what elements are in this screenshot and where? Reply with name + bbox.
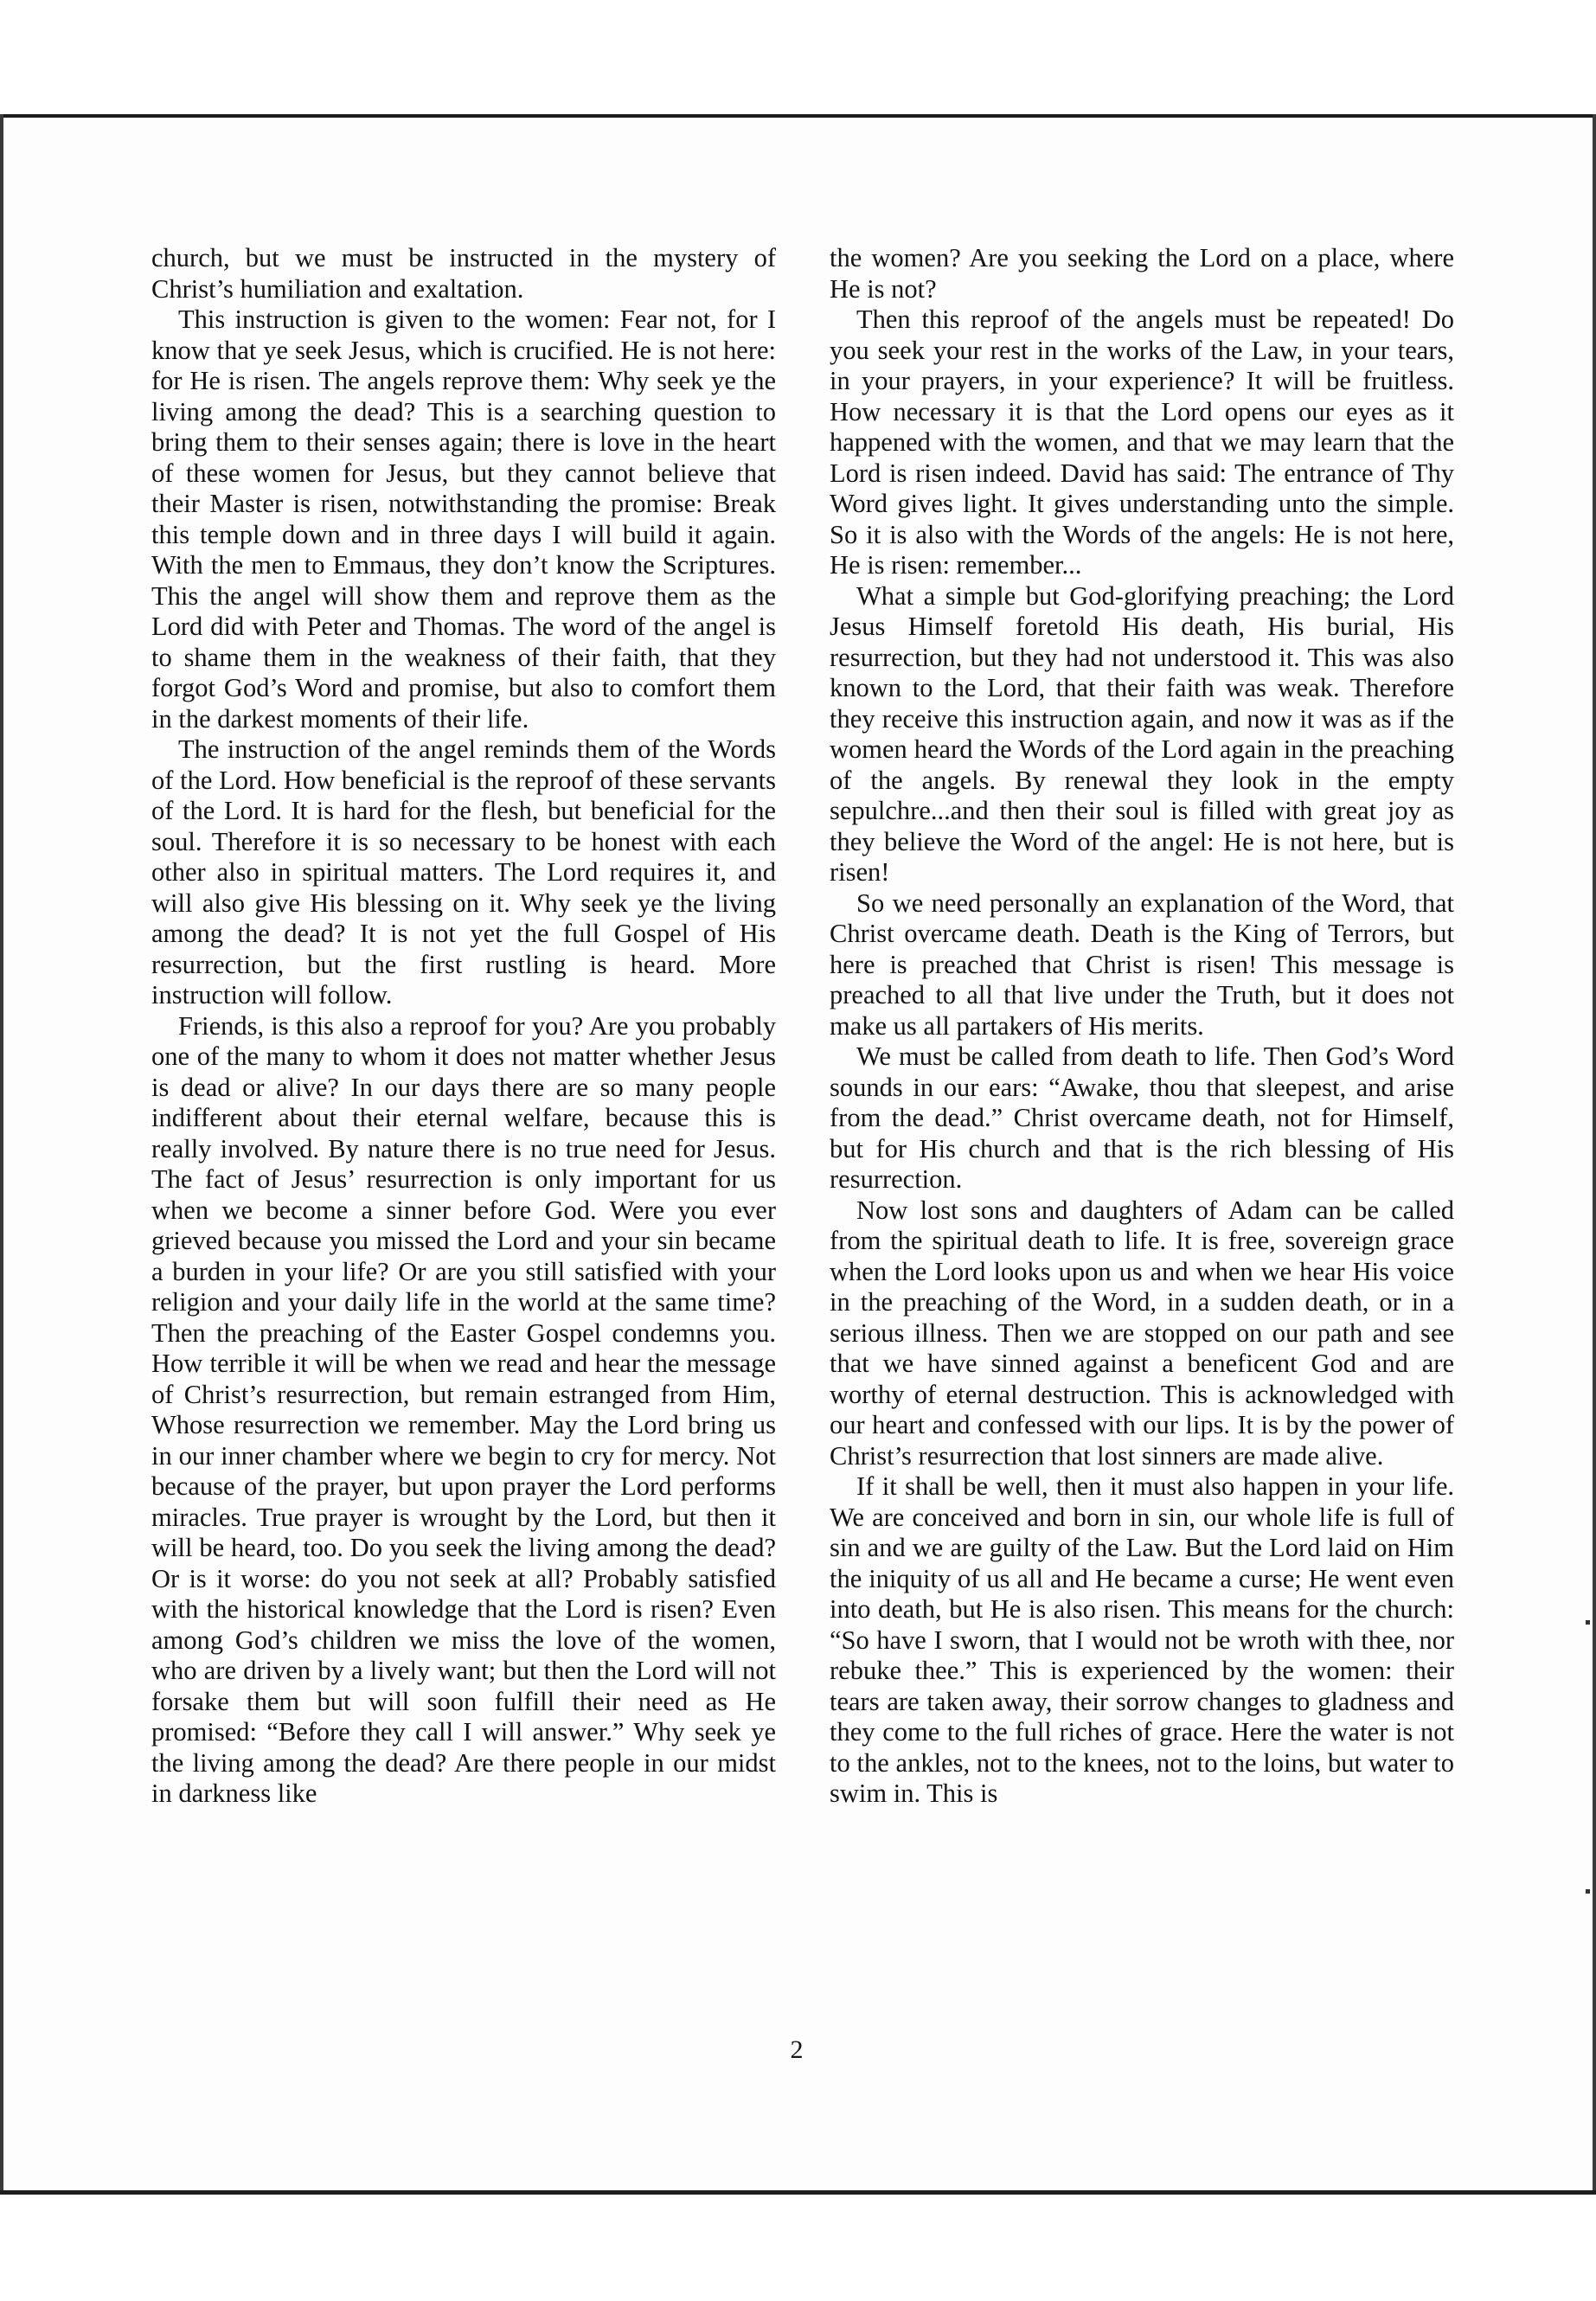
page-number: 2: [790, 2035, 804, 2064]
scan-edge-speck: [1586, 1620, 1590, 1625]
right-text-column: [830, 243, 1454, 1810]
paragraph-continued: the women? Are you seeking the Lord on a place, where He is not?: [830, 243, 1454, 304]
paragraph: What a simple but God-glorifying preaching; the Lord Jesus Himself foretold His death, His burial, His resurrection, but they had not understood it. This was also known to the Lord, that their faith was weak. Therefore they receive this instruction again, and now it was as if the women heard the Words of the Lord again in the preaching of the angels. By renewal they look in the empty sepulchre...and then their soul is filled with great joy as they believe the Word of the angel: He is not here, but is risen!: [830, 580, 1454, 887]
paragraph: So we need personally an explanation of the Word, that Christ overcame death. Death is the King of Terrors, but here is preached that Christ is risen! This message is preached to all that live under the Truth, but it does not make us all partakers of His merits.: [830, 888, 1454, 1041]
paragraph: Friends, is this also a reproof for you? Are you probably one of the many to whom it does not matter whether Jesus is dead or alive? In our days there are so many people indifferent about their eternal welfare, because this is really involved. By nature there is no true need for Jesus. The fact of Jesus’ resurrection is only important for us when we become a sinner before God. Were you ever grieved because you missed the Lord and your sin became a burden in your life? Or are you still satisfied with your religion and your daily life in the world at the same time? Then the preaching of the Easter Gospel condemns you. How terrible it will be when we read and hear the message of Christ’s resurrection, but remain estranged from Him, Whose resurrection we remember. May the Lord bring us in our inner chamber where we begin to cry for mercy. Not because of the prayer, but upon prayer the Lord performs miracles. True prayer is wrought by the Lord, but then it will be heard, too. Do you seek the living among the dead? Or is it worse: do you not seek at all? Probably satisfied with the historical knowledge that the Lord is risen? Even among God’s children we miss the love of the women, who are driven by a lively want; but then the Lord will not forsake them but will soon fulfill their need as He promised: “Before they call I will answer.” Why seek ye the living among the dead? Are there people in our midst in darkness like: [151, 1010, 776, 1808]
paragraph: We must be called from death to life. Then God’s Word sounds in our ears: “Awake, thou that sleepest, and arise from the dead.” Christ overcame death, not for Himself, but for His church and that is the rich blessing of His resurrection.: [830, 1042, 1454, 1194]
paragraph: If it shall be well, then it must also happen in your life. We are conceived and born in sin, our whole life is full of sin and we are guilty of the Law. But the Lord laid on Him the iniquity of us all and He became a curse; He went even into death, but He is also risen. This means for the church: “So have I sworn, that I would not be wroth with thee, nor rebuke thee.” This is experienced by the women: their tears are taken away, their sorrow changes to gladness and they come to the full riches of grace. Here the water is not to the ankles, not to the knees, not to the loins, but water to swim in. This is: [830, 1471, 1454, 1808]
paragraph: The instruction of the angel reminds them of the Words of the Lord. How beneficial is the reproof of these servants of the Lord. It is hard for the flesh, but beneficial for the soul. Therefore it is so necessary to be honest with each other also in spiritual matters. The Lord requires it, and will also give His blessing on it. Why seek ye the living among the dead? It is not yet the full Gospel of His resurrection, but the first rustling is heard. More instruction will follow.: [151, 734, 776, 1009]
left-text-column: [151, 243, 776, 1810]
scan-bottom-border: [0, 2190, 1596, 2195]
paragraph: This instruction is given to the women: Fear not, for I know that ye seek Jesus, which is crucified. He is not here: for He is risen. The angels reprove them: Why seek ye the living among the dead? This is a searching question to bring them to their senses again; there is love in the heart of these women for Jesus, but they cannot believe that their Master is risen, notwithstanding the promise: Break this temple down and in three days I will build it again. With the men to Emmaus, they don’t know the Scriptures. This the angel will show them and reprove them as the Lord did with Peter and Thomas. The word of the angel is to shame them in the weakness of their faith, that they forgot God’s Word and promise, but also to comfort them in the darkest moments of their life.: [151, 304, 776, 734]
scan-right-border: [1593, 114, 1596, 2195]
paragraph-continued: church, but we must be instructed in the mystery of Christ’s humiliation and exaltation.: [151, 243, 776, 304]
paragraph: Then this reproof of the angels must be repeated! Do you seek your rest in the works of the Law, in your tears, in your prayers, in your experience? It will be fruitless. How necessary it is that the Lord opens our eyes as it happened with the women, and that we may learn that the Lord is risen indeed. David has said: The entrance of Thy Word gives light. It gives understanding unto the simple. So it is also with the Words of the angels: He is not here, He is risen: remember...: [830, 304, 1454, 580]
paragraph: Now lost sons and daughters of Adam can be called from the spiritual death to life. It is free, sovereign grace when the Lord looks upon us and when we hear His voice in the preaching of the Word, in a sudden death, or in a serious illness. Then we are stopped on our path and see that we have sinned against a beneficent God and are worthy of eternal destruction. This is acknowledged with our heart and confessed with our lips. It is by the power of Christ’s resurrection that lost sinners are made alive.: [830, 1195, 1454, 1471]
scan-top-margin: [0, 0, 1596, 114]
scan-edge-speck: [1586, 1889, 1590, 1894]
